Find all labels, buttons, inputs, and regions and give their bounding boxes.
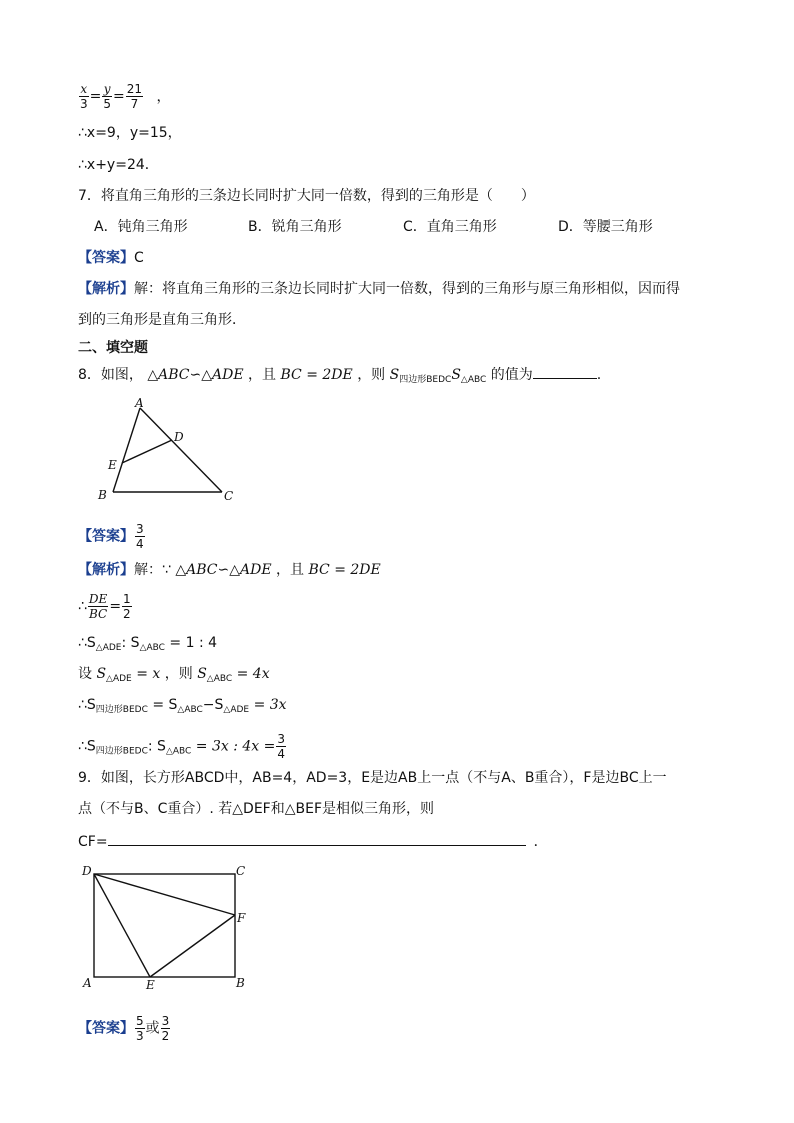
solution-line: ∴x+y=24． [78,157,159,173]
edge-ed [122,440,172,463]
label-e: E [146,978,155,992]
answer-7 [78,248,144,268]
question-9-stem: 9．如图，长方形ABCD中，AB=4，AD=3，E是边AB上一点（不与A、B重合），F是边BC上一 [78,770,667,786]
rectangle-figure [78,862,258,994]
analysis-8-subtract: $\therefore S_{四边形BEDC} = S_{\triangle ABC}-S_{\triangle ADE} = 3x$ [78,697,287,715]
label-d: D [82,864,92,878]
question-9-cf: CF= ． [78,831,548,852]
analysis-7-cont: 到的三角形是直角三角形． [78,312,246,328]
section-heading: 二、填空题 [78,340,148,356]
answer-blank[interactable] [533,364,597,379]
analysis-8: 【解析】解：∵ △ABC∽△ADE ，且 BC = 2DE [78,562,381,578]
ratio-line: $\frac{x}{3}$ = $\frac{y}{5}$ = $\frac{21}{7}$ ， [80,82,171,111]
segment-ef [150,915,235,977]
analysis-7: 【解析】解：将直角三角形的三条边长同时扩大同一倍数，得到的三角形与原三角形相似，因而得 [78,281,680,297]
rectangle-abcd [94,874,235,977]
option-d: D．等腰三角形 [558,219,653,235]
analysis-8-let: 设 $S_{\triangle ADE} = x$ ，则 $S_{\triangle ABC} = 4x$ [78,666,270,684]
edge-ab [113,408,140,492]
fraction: $\frac{21}{7}$ [126,82,143,111]
label-b: B [98,488,107,502]
label-e: E [108,458,117,472]
answer-9: 【答案】 $\frac{5}{3}$ 或 $\frac{3}{2}$ [78,1014,170,1043]
answer-blank[interactable] [108,831,526,846]
segment-de [94,874,150,977]
question-7-stem: 7．将直角三角形的三条边长同时扩大同一倍数，得到的三角形是（ ） [78,188,535,204]
fraction: $\frac{x}{3}$ [80,82,88,111]
label-c: C [236,864,246,878]
label-a: A [83,976,92,990]
question-8-stem: 8．如图， △ABC∽△ADE ，且 BC = 2DE ，则 $S_{四边形BEDC}S_{\triangle ABC}$ 的值为 . [78,364,601,390]
fraction: $\frac{y}{5}$ [103,82,112,111]
label-d: D [174,430,184,444]
question-9-stem-cont: 点（不与B、C重合）. 若△DEF和△BEF是相似三角形，则 [78,801,434,817]
label-c: C [224,489,234,503]
solution-line: ∴x=9，y=15， [78,125,182,141]
answer-tag: 【答案】 [78,1020,134,1037]
label-f: F [237,911,246,925]
option-a: A．钝角三角形 [94,219,188,235]
analysis-8-ratio: ∴ $\frac{DE}{BC}$ = $\frac{1}{2}$ [78,592,131,621]
analysis-8-area-ratio: $\therefore S_{\triangle ADE}$: $S_{\triangle ABC} = 1$ : 4 [78,635,218,653]
answer-8 [78,522,146,551]
answer-tag: 【答案】 [78,250,134,266]
label-a: A [135,396,144,410]
segment-df [94,874,235,915]
answer-fraction: $\frac{3}{4}$ [136,522,144,551]
analysis-tag: 【解析】 [78,281,134,297]
edge-ac [140,408,222,492]
answer-tag: 【答案】 [78,528,134,545]
option-c: C．直角三角形 [403,219,497,235]
triangle-figure [92,395,242,507]
analysis-8-result: $\therefore S_{四边形BEDC}$: $S_{\triangle ABC} = 3x$ : 4x = $\frac{3}{4}$ [78,732,286,761]
label-b: B [236,976,245,990]
analysis-tag: 【解析】 [78,562,134,578]
option-b: B．锐角三角形 [248,219,342,235]
answer-value: C [134,250,144,266]
